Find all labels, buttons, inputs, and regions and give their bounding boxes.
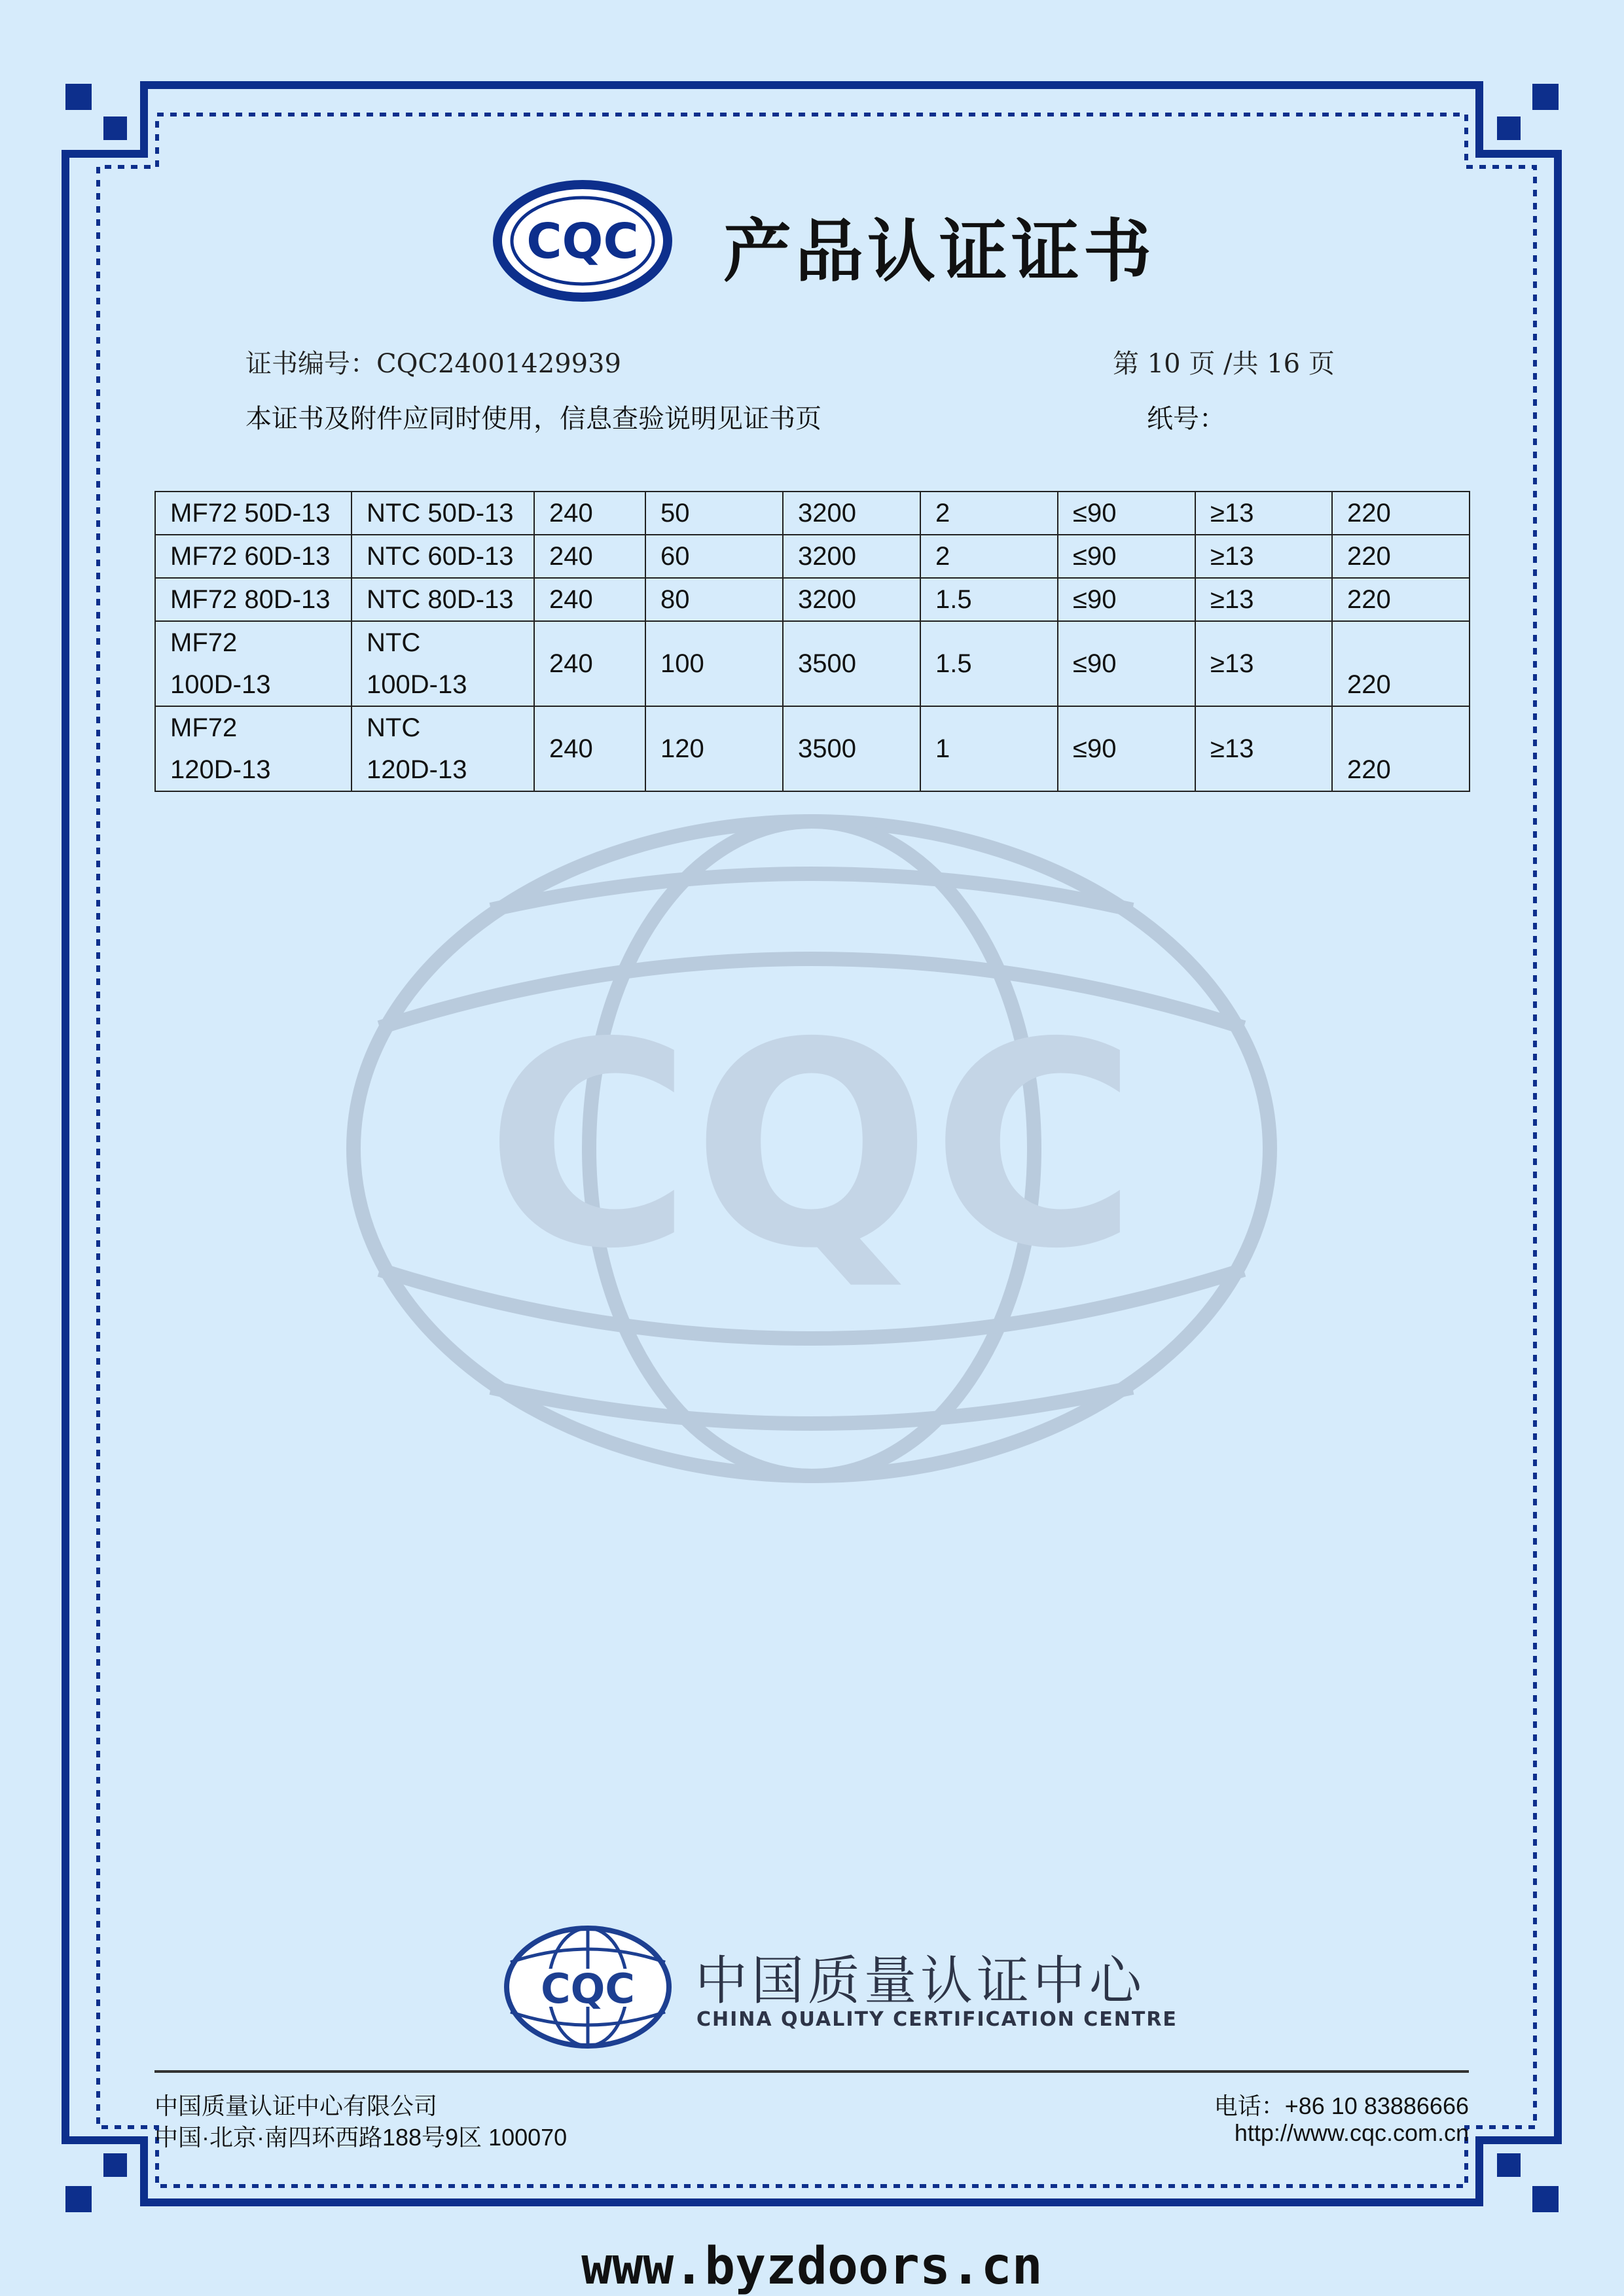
company-address: 中国·北京·南四环西路188号9区 100070 <box>154 2124 568 2151</box>
table-cell: 120 <box>645 706 783 791</box>
table-cell: ≤90 <box>1058 578 1195 621</box>
cert-number <box>245 343 621 380</box>
company-phone: 电话：+86 10 83886666 <box>1214 2092 1469 2119</box>
table-cell: 3200 <box>783 535 920 578</box>
svg-text:CQC: CQC <box>541 1965 635 2013</box>
table-cell: 240 <box>534 492 645 535</box>
cert-number-label: 证书编号： <box>245 349 376 379</box>
spec-table <box>154 491 1470 792</box>
table-cell: 3500 <box>783 706 920 791</box>
table-row <box>155 578 1470 621</box>
table-cell: 1.5 <box>920 621 1058 706</box>
table-row <box>155 492 1470 535</box>
table-cell: 220 <box>1332 621 1470 706</box>
table-cell: ≥13 <box>1195 492 1332 535</box>
table-cell: ≤90 <box>1058 621 1195 706</box>
table-cell: NTC 60D-13 <box>352 535 534 578</box>
table-cell: ≤90 <box>1058 706 1195 791</box>
table-cell: 3200 <box>783 492 920 535</box>
table-cell: MF72 60D-13 <box>155 535 352 578</box>
table-cell: 240 <box>534 706 645 791</box>
usage-note: 本证书及附件应同时使用，信息查验说明见证书页 <box>245 404 821 434</box>
company-name: 中国质量认证中心有限公司 <box>154 2092 438 2119</box>
table-cell: NTC 100D-13 <box>352 621 534 706</box>
org-name-en: CHINA QUALITY CERTIFICATION CENTRE <box>696 2008 1178 2031</box>
table-cell: NTC 50D-13 <box>352 492 534 535</box>
table-cell: 240 <box>534 578 645 621</box>
table-row <box>155 535 1470 578</box>
table-cell: 50 <box>645 492 783 535</box>
company-url-link[interactable]: http://www.cqc.com.cn <box>1234 2119 1469 2146</box>
table-cell: 2 <box>920 535 1058 578</box>
cqc-globe-logo <box>501 1923 674 2051</box>
table-cell: MF72 80D-13 <box>155 578 352 621</box>
table-cell: ≥13 <box>1195 706 1332 791</box>
certificate-title: 产品认证证书 <box>723 211 1156 291</box>
table-cell: 3200 <box>783 578 920 621</box>
table-cell: 80 <box>645 578 783 621</box>
table-cell: 220 <box>1332 535 1470 578</box>
table-cell: 3500 <box>783 621 920 706</box>
table-cell: 1.5 <box>920 578 1058 621</box>
table-cell: 2 <box>920 492 1058 535</box>
table-cell: ≤90 <box>1058 535 1195 578</box>
cert-number-value: CQC24001429939 <box>376 349 621 379</box>
table-cell: MF72 50D-13 <box>155 492 352 535</box>
footer-divider <box>154 2070 1469 2073</box>
table-cell: 240 <box>534 535 645 578</box>
table-row <box>155 621 1470 706</box>
table-cell: NTC 80D-13 <box>352 578 534 621</box>
paper-number-label: 纸号： <box>1147 404 1225 434</box>
table-cell: MF72 100D-13 <box>155 621 352 706</box>
table-cell: 100 <box>645 621 783 706</box>
svg-text:CQC: CQC <box>526 213 639 270</box>
table-cell: 220 <box>1332 492 1470 535</box>
table-cell: 220 <box>1332 706 1470 791</box>
table-cell: 240 <box>534 621 645 706</box>
table-cell: ≥13 <box>1195 535 1332 578</box>
table-cell: ≤90 <box>1058 492 1195 535</box>
table-cell: ≥13 <box>1195 621 1332 706</box>
watermark-text: CQC <box>485 983 1138 1310</box>
website-banner: www.byzdoors.cn <box>581 2237 1043 2296</box>
org-name-cn: 中国质量认证中心 <box>695 1950 1146 2011</box>
table-cell: 1 <box>920 706 1058 791</box>
table-cell: 220 <box>1332 578 1470 621</box>
page-info: 第 10 页 /共 16 页 <box>1113 349 1335 379</box>
cqc-watermark <box>340 812 1283 1486</box>
table-row <box>155 706 1470 791</box>
table-cell: NTC 120D-13 <box>352 706 534 791</box>
table-cell: ≥13 <box>1195 578 1332 621</box>
cqc-logo <box>491 178 674 304</box>
table-cell: MF72 120D-13 <box>155 706 352 791</box>
table-cell: 60 <box>645 535 783 578</box>
